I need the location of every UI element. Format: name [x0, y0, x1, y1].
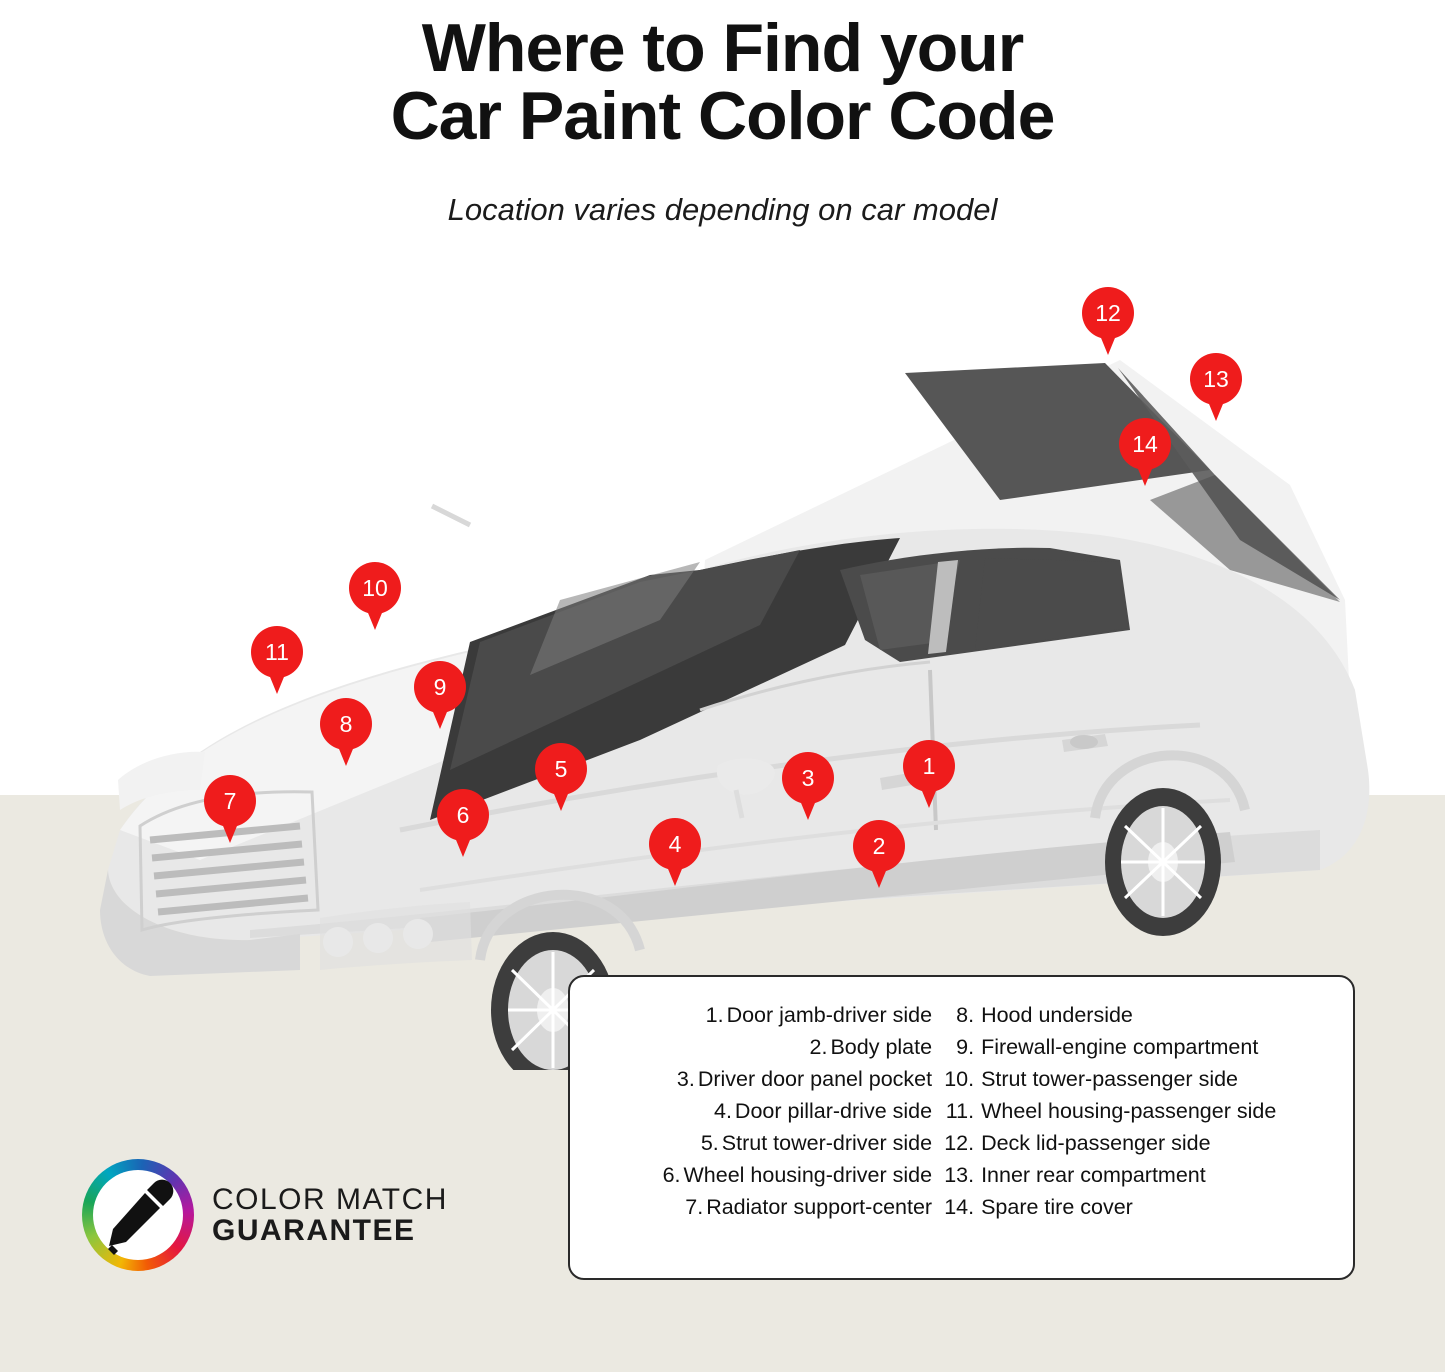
legend-column-left — [600, 1003, 932, 1258]
map-pin-13[interactable] — [1190, 353, 1242, 405]
legend-item-number: 13. — [944, 1163, 975, 1188]
map-pin-4[interactable] — [649, 818, 701, 870]
legend-item — [698, 1003, 933, 1027]
pin-label: 2 — [872, 832, 886, 859]
header — [0, 0, 1445, 228]
eyedropper-icon — [82, 1159, 194, 1271]
map-pin-1[interactable] — [903, 740, 955, 792]
legend-item — [942, 1163, 1323, 1187]
legend-item-number: 1. — [705, 1003, 724, 1027]
logo-line-2: GUARANTEE — [212, 1214, 416, 1247]
legend-item — [706, 1099, 932, 1123]
legend-item-label: Door jamb-driver side — [726, 1003, 933, 1027]
pin-label: 1 — [922, 752, 936, 779]
legend-item-number: 11. — [945, 1099, 975, 1124]
legend-item-label: Driver door panel pocket — [697, 1067, 933, 1092]
legend-column-right — [942, 1003, 1323, 1258]
legend-item-label: Inner rear compartment — [981, 1163, 1206, 1188]
logo-wordmark — [212, 1184, 448, 1247]
pin-label: 7 — [223, 787, 237, 814]
legend-item — [669, 1067, 932, 1091]
pin-label: 10 — [362, 574, 388, 601]
pin-label: 5 — [554, 755, 568, 782]
pin-label: 12 — [1095, 299, 1121, 326]
legend-item-number: 8. — [956, 1003, 975, 1027]
legend-item — [942, 1003, 1323, 1027]
legend-item-number: 5. — [700, 1131, 719, 1156]
legend-item — [801, 1035, 932, 1059]
legend-item-label: Body plate — [830, 1035, 933, 1060]
title-line-2: Car Paint Color Code — [390, 78, 1055, 154]
legend-item-label: Wheel housing-passenger side — [981, 1099, 1277, 1124]
legend-item-label: Wheel housing-driver side — [683, 1163, 933, 1188]
pin-label: 13 — [1203, 365, 1229, 392]
map-pin-2[interactable] — [853, 820, 905, 872]
legend-item — [942, 1035, 1323, 1059]
pin-label: 14 — [1132, 430, 1158, 457]
color-wheel-ring — [82, 1159, 194, 1271]
page-title — [173, 10, 1273, 154]
map-pin-11[interactable] — [251, 626, 303, 678]
map-pin-3[interactable] — [782, 752, 834, 804]
page-subtitle: Location varies depending on car model — [447, 192, 998, 227]
logo-line-1: COLOR MATCH — [212, 1182, 448, 1216]
legend-item-label: Strut tower-driver side — [721, 1131, 933, 1156]
map-pin-7[interactable] — [204, 775, 256, 827]
pin-label: 3 — [801, 764, 815, 791]
map-pin-5[interactable] — [535, 743, 587, 795]
pin-label: 6 — [456, 801, 470, 828]
map-pin-9[interactable] — [414, 661, 466, 713]
legend-item — [942, 1131, 1323, 1155]
legend-item-label: Hood underside — [981, 1003, 1133, 1027]
map-pin-10[interactable] — [349, 562, 401, 614]
legend-item-number: 2. — [809, 1035, 828, 1060]
car-diagram — [0, 270, 1445, 1070]
pin-label: 8 — [339, 710, 353, 737]
legend-item — [942, 1099, 1323, 1123]
legend-item-number: 3. — [676, 1067, 695, 1092]
legend-item-number: 14. — [944, 1195, 975, 1220]
legend-item — [655, 1163, 933, 1187]
legend-item-number: 6. — [662, 1163, 681, 1188]
legend-item-label: Deck lid-passenger side — [981, 1131, 1211, 1156]
legend-panel — [568, 975, 1355, 1280]
legend-item — [693, 1131, 932, 1155]
legend-item-label: Firewall-engine compartment — [981, 1035, 1259, 1060]
pin-label: 4 — [668, 830, 682, 857]
pin-label: 9 — [433, 673, 447, 700]
map-pin-12[interactable] — [1082, 287, 1134, 339]
pin-label: 11 — [265, 638, 289, 665]
legend-item-number: 9. — [956, 1035, 975, 1060]
legend-item-number: 4. — [713, 1099, 732, 1124]
legend-item-label: Strut tower-passenger side — [981, 1067, 1239, 1092]
title-line-1: Where to Find your — [421, 10, 1024, 86]
map-pin-8[interactable] — [320, 698, 372, 750]
legend-item-number: 12. — [944, 1131, 975, 1156]
legend-item-label: Door pillar-drive side — [734, 1099, 933, 1124]
legend-item-number: 10. — [944, 1067, 975, 1092]
map-pin-14[interactable] — [1119, 418, 1171, 470]
color-match-guarantee-logo — [82, 1160, 482, 1270]
legend-item — [942, 1195, 1323, 1219]
map-pin-6[interactable] — [437, 789, 489, 841]
legend-item-number: 7. — [685, 1195, 704, 1220]
legend-item-label: Spare tire cover — [981, 1195, 1133, 1220]
legend-item-label: Radiator support-center — [706, 1195, 933, 1220]
legend-item — [942, 1067, 1323, 1091]
legend-item — [677, 1195, 932, 1219]
